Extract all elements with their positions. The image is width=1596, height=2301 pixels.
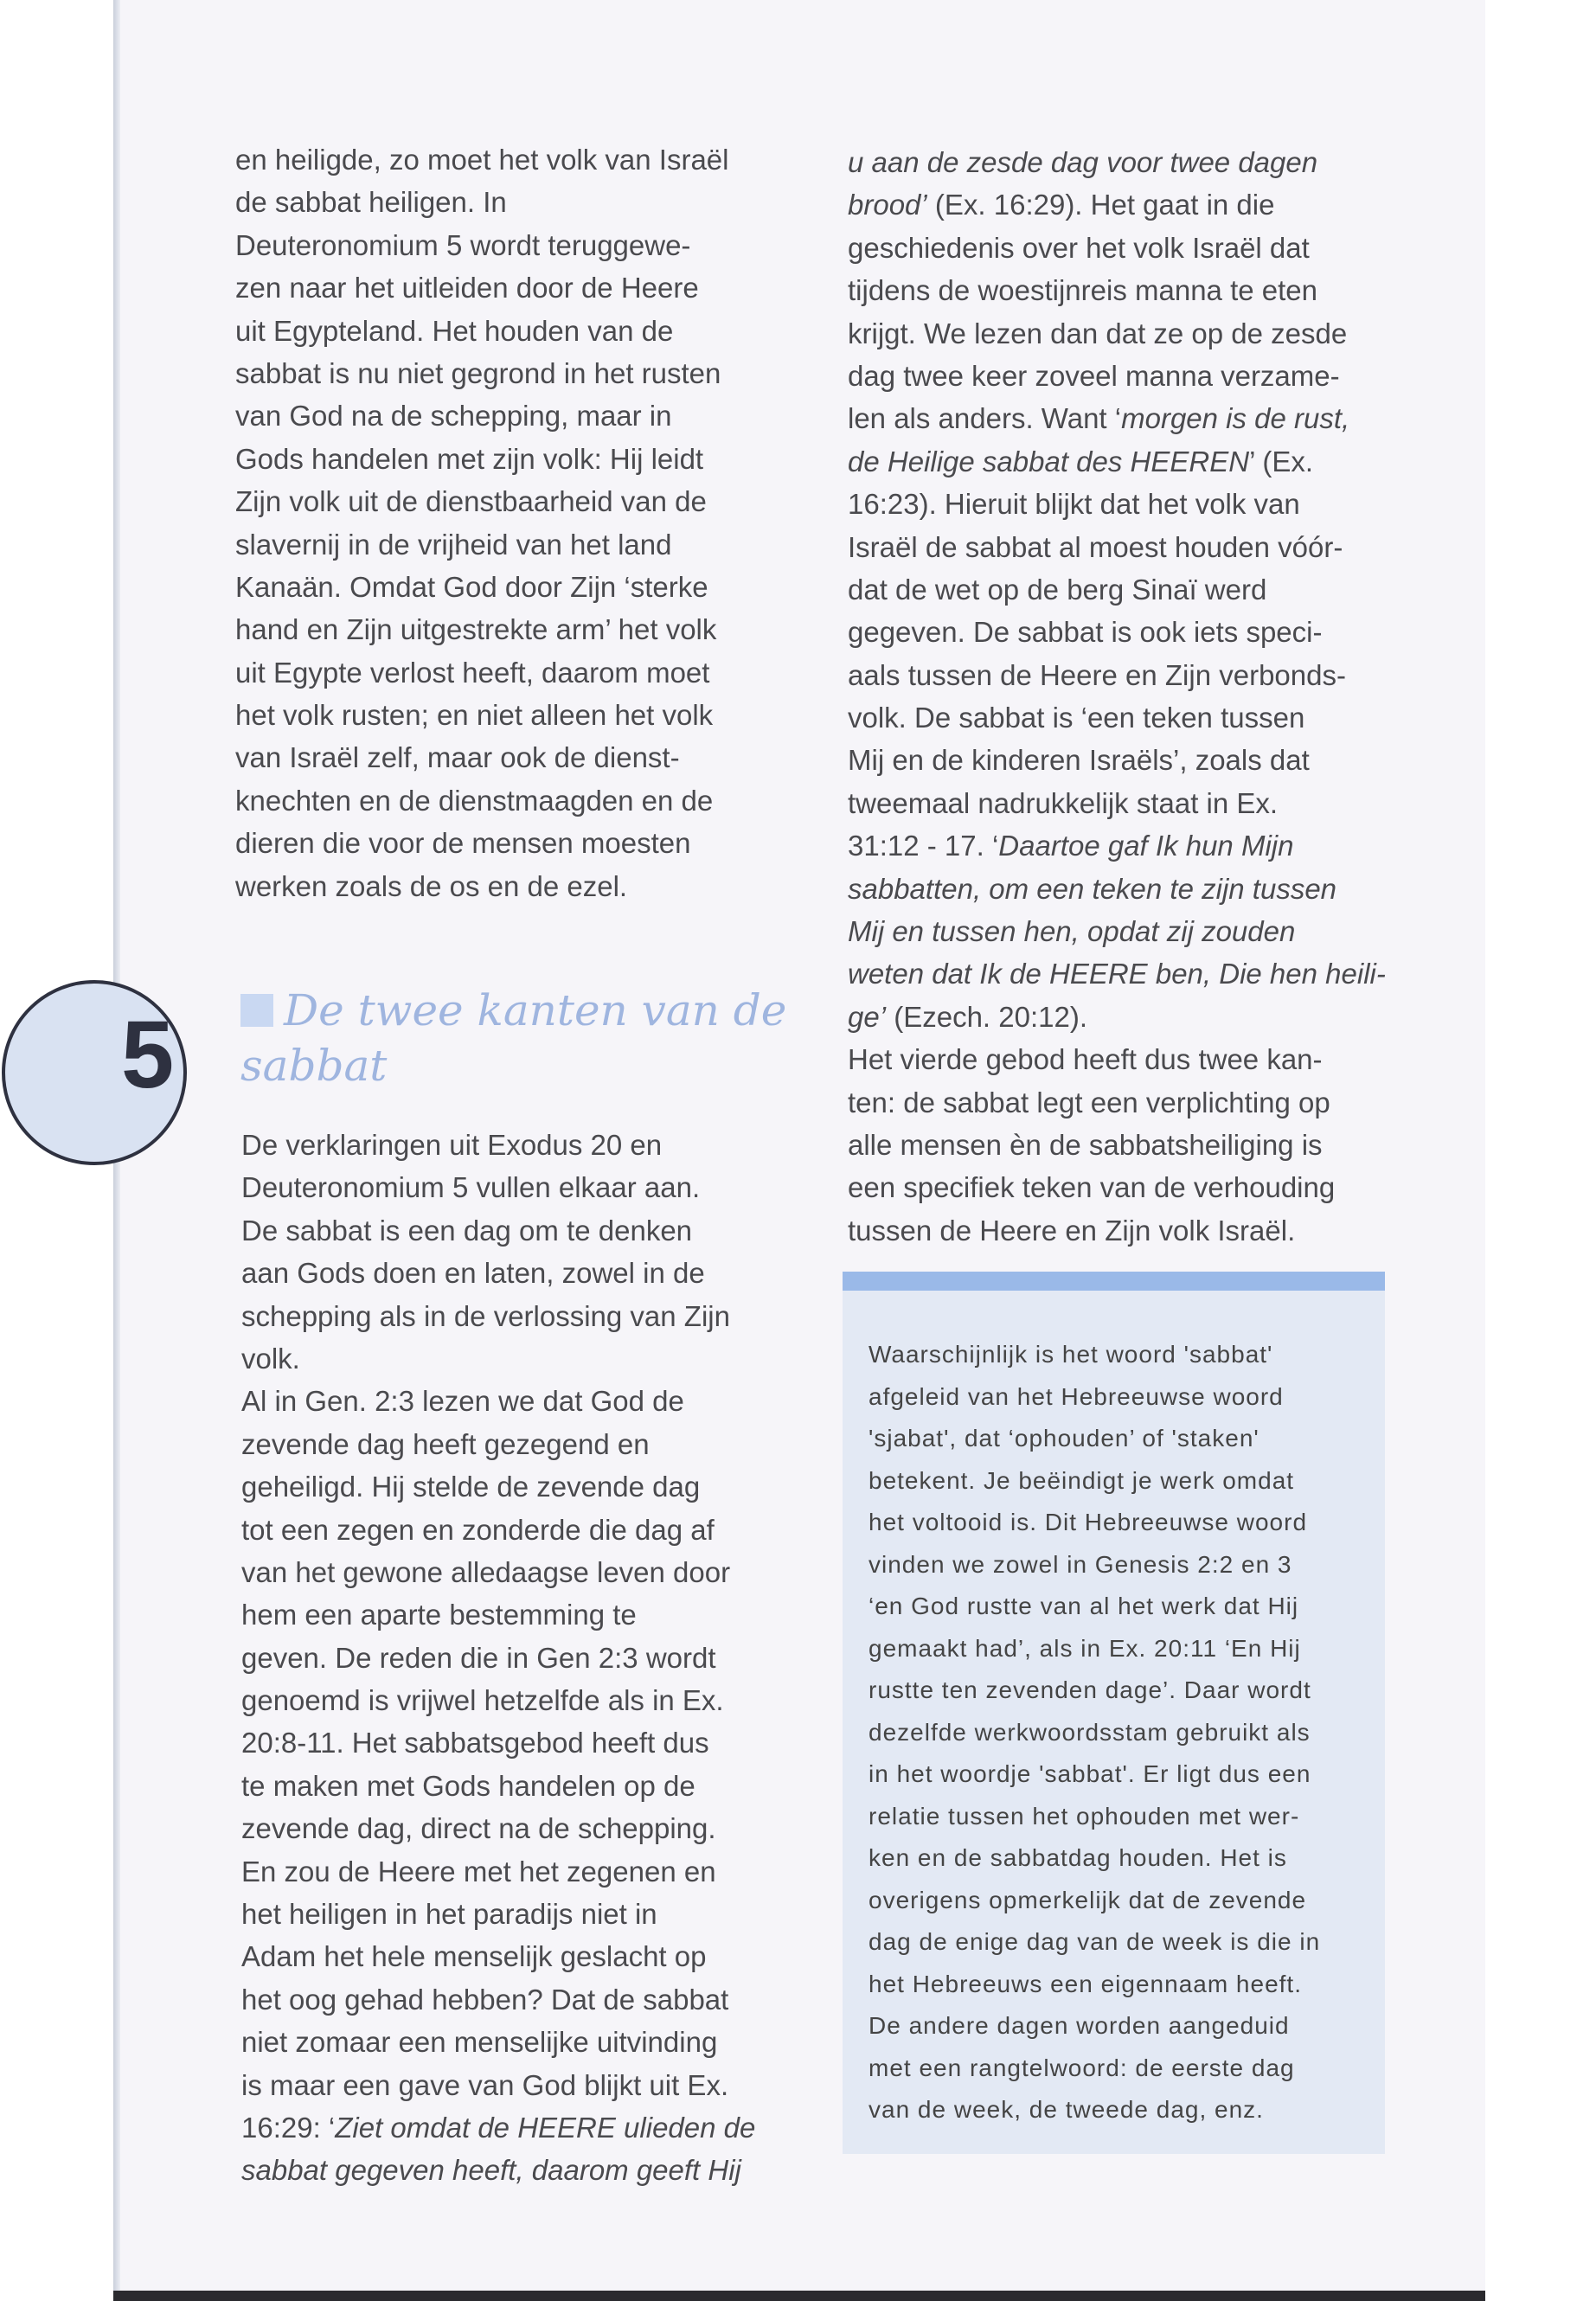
heading-line: sabbat — [240, 1041, 388, 1091]
text-segment: 16:29: ‘ — [241, 2111, 336, 2144]
text-line — [241, 1509, 755, 1551]
text-line — [241, 1978, 755, 2021]
text-segment: Mij en de kinderen Israëls’, zoals dat — [848, 744, 1310, 777]
text-segment: het heiligen in het paradijs niet in — [241, 1898, 657, 1931]
text-line — [241, 2149, 755, 2191]
text-line — [241, 1679, 755, 1721]
text-segment: zevende dag heeft gezegend en — [241, 1427, 650, 1460]
text-line — [848, 910, 1386, 952]
text-segment: gemaakt had’, als in Ex. 20:11 ‘En Hij — [869, 1634, 1301, 1662]
text-line — [241, 1551, 755, 1593]
text-segment: geheiligd. Hij stelde de zevende dag — [241, 1471, 701, 1503]
text-line — [235, 651, 729, 694]
text-line — [848, 183, 1386, 226]
text-segment: het volk rusten; en niet alleen het volk — [235, 699, 714, 732]
text-line — [848, 782, 1386, 824]
text-segment: Waarschijnlijk is het woord 'sabbat' — [869, 1341, 1273, 1368]
text-segment: ken en de sabbatdag houden. Het is — [869, 1844, 1287, 1871]
text-line — [241, 1423, 755, 1465]
text-line — [241, 2064, 755, 2106]
text-line — [848, 568, 1386, 611]
text-segment: zen naar het uitleiden door de Heere — [235, 272, 699, 304]
text-line — [869, 1921, 1320, 1964]
italic-quote: ge’ — [848, 1000, 887, 1033]
heading-line: De twee kanten van de — [284, 985, 787, 1035]
text-segment: Het vierde gebod heeft dus twee kan- — [848, 1043, 1323, 1076]
text-line — [869, 2005, 1320, 2048]
text-segment: knechten en de dienstmaagden en de — [235, 784, 714, 817]
text-segment: relatie tussen het ophouden met wer- — [869, 1802, 1300, 1830]
text-segment: vinden we zowel in Genesis 2:2 en 3 — [869, 1550, 1292, 1578]
text-segment: aan Gods doen en laten, zowel in de — [241, 1257, 705, 1290]
italic-quote: brood’ — [848, 189, 927, 221]
text-segment: betekent. Je beëindigt je werk omdat — [869, 1466, 1295, 1494]
text-line — [235, 865, 729, 907]
text-line — [869, 1964, 1320, 2006]
text-line — [848, 483, 1386, 525]
text-segment: geschiedenis over het volk Israël dat — [848, 231, 1310, 264]
text-line — [848, 312, 1386, 355]
italic-quote: sabbatten, om een teken te zijn tussen — [848, 872, 1337, 905]
text-line — [241, 1337, 755, 1380]
text-line — [869, 1753, 1320, 1796]
heading-square-icon — [240, 994, 273, 1027]
text-line — [235, 438, 729, 480]
text-line — [848, 1209, 1386, 1252]
text-line — [869, 1880, 1320, 1922]
text-segment: slavernij in de vrijheid van het land — [235, 528, 672, 561]
text-line — [848, 227, 1386, 269]
text-line — [848, 654, 1386, 696]
text-segment: het voltooid is. Dit Hebreeuwse woord — [869, 1509, 1308, 1535]
text-line — [235, 822, 729, 864]
right-column — [848, 141, 1386, 1252]
text-segment: in het woordje 'sabbat'. Er ligt dus een — [869, 1760, 1311, 1787]
left-column-top — [235, 138, 729, 907]
text-segment: werken zoals de os en de ezel. — [235, 869, 628, 902]
text-segment: 16:23). Hieruit blijkt dat het volk van — [848, 488, 1300, 521]
text-line — [869, 1544, 1320, 1586]
text-segment: van God na de schepping, maar in — [235, 400, 672, 433]
text-segment: tijdens de woestijnreis manna te eten — [848, 274, 1317, 307]
text-segment: de sabbat heiligen. In — [235, 186, 507, 219]
text-line — [241, 1765, 755, 1807]
italic-quote: de Heilige sabbat des HEEREN — [848, 445, 1250, 478]
text-segment: tussen de Heere en Zijn volk Israël. — [848, 1214, 1296, 1247]
text-line — [235, 480, 729, 522]
text-segment: dezelfde werkwoordsstam gebruikt als — [869, 1718, 1311, 1746]
italic-quote: morgen is de rust, — [1121, 402, 1350, 435]
text-segment: 20:8-11. Het sabbatsgebod heeft dus — [241, 1727, 709, 1759]
chapter-number: 5 — [121, 1002, 175, 1108]
text-line — [848, 868, 1386, 910]
text-segment: van het gewone alledaagse leven door — [241, 1555, 731, 1588]
section-heading — [240, 983, 786, 1093]
text-segment: Kanaän. Omdat God door Zijn ‘sterke — [235, 570, 708, 603]
text-segment: met een rangtelwoord: de eerste dag — [869, 2054, 1295, 2081]
text-line — [241, 2106, 755, 2149]
text-segment: en heiligde, zo moet het volk van Israël — [235, 144, 729, 176]
text-line — [241, 1380, 755, 1422]
text-segment: is maar een gave van God blijkt uit Ex. — [241, 2068, 729, 2101]
text-segment: hem een aparte bestemming te — [241, 1599, 637, 1631]
text-segment: dat de wet op de berg Sinaï werd — [848, 573, 1267, 606]
text-line — [869, 2048, 1320, 2090]
text-segment: te maken met Gods handelen op de — [241, 1769, 695, 1802]
text-line — [848, 996, 1386, 1038]
text-line — [848, 611, 1386, 653]
bottom-edge — [113, 2291, 1485, 2301]
text-line — [241, 1252, 755, 1294]
text-segment: ‘en God rustte van al het werk dat Hij — [869, 1593, 1299, 1619]
text-line — [869, 1796, 1320, 1838]
text-line — [241, 1807, 755, 1849]
text-line — [848, 526, 1386, 568]
text-line — [869, 1628, 1320, 1670]
text-segment: Adam het hele menselijk geslacht op — [241, 1940, 707, 1973]
text-segment: De verklaringen uit Exodus 20 en — [241, 1129, 663, 1161]
text-line — [869, 1670, 1320, 1712]
italic-quote: weten dat Ik de HEERE ben, Die hen heili- — [848, 958, 1386, 990]
text-segment: 31:12 - 17. ‘ — [848, 830, 999, 862]
italic-quote: u aan de zesde dag voor twee dagen — [848, 146, 1318, 178]
text-line — [235, 310, 729, 352]
sidebar-box — [843, 1272, 1385, 2154]
text-line — [848, 739, 1386, 781]
text-line — [241, 2021, 755, 2063]
text-segment: Israël de sabbat al moest houden vóór- — [848, 530, 1343, 563]
text-segment: (Ex. 16:29). Het gaat in die — [926, 189, 1275, 221]
text-line — [869, 1502, 1320, 1544]
text-line — [235, 352, 729, 394]
text-segment: dag de enige dag van de week is die in — [869, 1928, 1321, 1955]
text-line — [869, 1376, 1320, 1419]
text-line — [241, 1637, 755, 1679]
italic-quote: Mij en tussen hen, opdat zij zouden — [848, 915, 1296, 948]
text-segment: van de week, de tweede dag, enz. — [869, 2096, 1264, 2123]
text-segment: uit Egypteland. Het houden van de — [235, 314, 674, 347]
text-line — [869, 1712, 1320, 1754]
text-segment: van Israël zelf, maar ook de dienst- — [235, 741, 680, 774]
text-segment: alle mensen èn de sabbatsheiliging is — [848, 1128, 1323, 1161]
text-line — [241, 1593, 755, 1636]
text-line — [848, 397, 1386, 439]
sidebar-text — [869, 1334, 1320, 2131]
text-line — [848, 440, 1386, 483]
text-line — [235, 224, 729, 266]
italic-quote: Ziet omdat de HEERE ulieden de — [335, 2111, 756, 2144]
italic-quote: Daartoe gaf Ik hun Mijn — [998, 830, 1294, 862]
text-line — [848, 1038, 1386, 1080]
text-segment: Al in Gen. 2:3 lezen we dat God de — [241, 1385, 684, 1418]
text-segment: dag twee keer zoveel manna verzame- — [848, 359, 1340, 392]
text-segment: niet zomaar een menselijke uitvinding — [241, 2026, 718, 2059]
text-line — [241, 1166, 755, 1208]
text-line — [235, 394, 729, 437]
text-line — [235, 566, 729, 608]
text-line — [235, 608, 729, 651]
text-segment: tweemaal nadrukkelijk staat in Ex. — [848, 786, 1279, 819]
text-segment: 'sjabat', dat ‘ophouden’ of 'staken' — [869, 1425, 1259, 1452]
text-segment: aals tussen de Heere en Zijn verbonds- — [848, 658, 1346, 691]
text-line — [848, 141, 1386, 183]
text-segment: ten: de sabbat legt een verplichting op — [848, 1086, 1330, 1118]
text-line — [235, 181, 729, 223]
text-segment: rustte ten zevenden dage’. Daar wordt — [869, 1676, 1311, 1703]
text-line — [241, 1893, 755, 1935]
text-segment: het Hebreeuws een eigennaam heeft. — [869, 1970, 1302, 1997]
text-segment: een specifiek teken van de verhouding — [848, 1171, 1336, 1204]
text-segment: krijgt. We lezen dan dat ze op de zesde — [848, 317, 1348, 349]
text-line — [869, 1586, 1320, 1628]
text-segment: (Ezech. 20:12). — [886, 1000, 1087, 1033]
text-line — [848, 952, 1386, 995]
left-column-bottom — [241, 1124, 755, 2192]
text-line — [235, 266, 729, 309]
text-segment: geven. De reden die in Gen 2:3 wordt — [241, 1641, 716, 1674]
text-line — [848, 269, 1386, 311]
text-line — [235, 779, 729, 822]
text-segment: Zijn volk uit de dienstbaarheid van de — [235, 485, 707, 518]
text-segment: De andere dagen worden aangeduid — [869, 2012, 1290, 2039]
text-segment: len als anders. Want ‘ — [848, 402, 1122, 435]
text-line — [235, 523, 729, 566]
text-line — [241, 1850, 755, 1893]
text-segment: Deuteronomium 5 vullen elkaar aan. — [241, 1171, 701, 1204]
text-line — [848, 1124, 1386, 1166]
text-line — [848, 696, 1386, 739]
text-line — [848, 355, 1386, 397]
text-line — [241, 1935, 755, 1977]
sidebar-top-bar — [843, 1272, 1385, 1291]
text-segment: tot een zegen en zonderde die dag af — [241, 1513, 715, 1546]
text-line — [241, 1721, 755, 1764]
text-segment: volk. De sabbat is ‘een teken tussen — [848, 702, 1305, 734]
text-segment: Gods handelen met zijn volk: Hij leidt — [235, 442, 704, 475]
text-segment: De sabbat is een dag om te denken — [241, 1214, 693, 1247]
text-segment: overigens opmerkelijk dat de zevende — [869, 1886, 1307, 1913]
text-line — [869, 1460, 1320, 1503]
text-segment: genoemd is vrijwel hetzelfde als in Ex. — [241, 1684, 724, 1717]
text-segment: schepping als in de verlossing van Zijn — [241, 1299, 730, 1332]
text-segment: volk. — [241, 1342, 300, 1375]
text-segment: En zou de Heere met het zegenen en — [241, 1855, 716, 1888]
text-line — [848, 1081, 1386, 1124]
text-line — [869, 2089, 1320, 2131]
text-segment: afgeleid van het Hebreeuwse woord — [869, 1382, 1284, 1410]
text-line — [848, 1166, 1386, 1208]
text-segment: dieren die voor de mensen moesten — [235, 827, 691, 860]
text-line — [869, 1837, 1320, 1880]
text-segment: Deuteronomium 5 wordt teruggewe- — [235, 228, 691, 261]
text-line — [241, 1295, 755, 1337]
text-line — [869, 1334, 1320, 1376]
text-line — [869, 1418, 1320, 1460]
text-segment: het oog gehad hebben? Dat de sabbat — [241, 1983, 729, 2016]
text-line — [848, 824, 1386, 867]
text-segment: hand en Zijn uitgestrekte arm’ het volk — [235, 613, 717, 646]
text-segment: sabbat is nu niet gegrond in het rusten — [235, 356, 721, 389]
text-line — [235, 736, 729, 779]
italic-quote: sabbat gegeven heeft, daarom geeft Hij — [241, 2154, 741, 2187]
text-segment: gegeven. De sabbat is ook iets speci- — [848, 616, 1323, 649]
text-segment: ’ (Ex. — [1249, 445, 1314, 478]
text-line — [235, 138, 729, 181]
text-segment: zevende dag, direct na de schepping. — [241, 1812, 716, 1845]
text-line — [235, 694, 729, 736]
text-line — [241, 1124, 755, 1166]
text-line — [241, 1209, 755, 1252]
text-segment: uit Egypte verlost heeft, daarom moet — [235, 656, 710, 689]
text-line — [241, 1465, 755, 1508]
